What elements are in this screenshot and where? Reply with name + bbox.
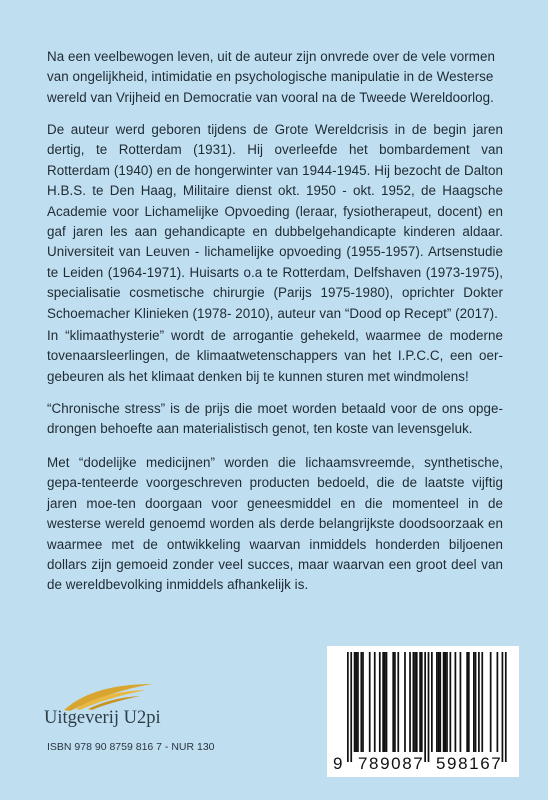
klimaathysterie-paragraph: In “klimaathysterie” wordt de arrogantie gehekeld, waarmee de moderne tovenaarsleerlingen, de klimaatwetenschappers van het I.P.C.C, een oer-gebeuren als het klimaat denken bij te kunnen sturen met windmolens! xyxy=(47,328,503,384)
barcode-bar xyxy=(379,652,381,752)
barcode-bar xyxy=(490,652,492,752)
barcode-guard-bar xyxy=(502,652,504,762)
barcode-digits-right: 598167 xyxy=(436,754,503,773)
barcode-bar xyxy=(449,652,451,752)
barcode-bar xyxy=(386,652,388,752)
barcode-bar xyxy=(497,652,499,752)
publisher-name: Uitgeverij U2pi xyxy=(44,708,161,728)
barcode-bar xyxy=(446,652,448,752)
barcode-bar xyxy=(481,652,483,752)
barcode-bar xyxy=(394,652,396,752)
barcode-bar xyxy=(354,652,356,752)
barcode-bar xyxy=(409,652,411,752)
barcode-bar xyxy=(362,652,364,752)
dodelijke-medicijnen-paragraph: Met “dodelijke medicijnen” worden die lichaamsvreemde, synthetische, gepa-tenteerde voorgeschreven producten bedoeld, die de laatste vijftig jaren moe-ten doorgaan voor geneesmiddel en die momenteel in de westerse wereld genoemd worden als derde belangrijkste doodsoorzaak en waarmee met de ontwikkeling waarvan inmiddels honderden biljoenen dollars zijn gemoeid zonder veel succes, maar waarvan een groot deel van de wereldbevolking inmiddels afhankelijk is. xyxy=(47,455,503,593)
barcode-guard-bar xyxy=(505,652,507,762)
barcode-guard-bar xyxy=(347,652,349,762)
barcode-bar xyxy=(360,652,362,752)
barcode-bar xyxy=(421,652,423,752)
barcode-bar xyxy=(475,652,477,752)
barcode-bar xyxy=(357,652,359,752)
barcode-bar xyxy=(473,652,475,752)
intro-paragraph: Na een veelbewogen leven, uit de auteur zijn onvrede over de vele vormen van ongelijkheid, intimidatie en psychologische manipulatie in de Westerse wereld van Vrijheid en Democratie van vooral na de Tweede Wereldoorlog. xyxy=(47,49,496,105)
author-bio-paragraph: De auteur werd geboren tijdens de Grote Wereldcrisis in de begin jaren dertig, te Rotterdam (1931). Hij overleefde het bombardement van Rotterdam (1940) en de hongerwinter van 1944-1945. Hij bezocht de Dalton H.B.S. te Den Haag, Militaire dienst okt. 1950 - okt. 1952, de Haagsche Academie voor Lichamelijke Opvoeding (leraar, fysiotherapeut, docent) en gaf jaren les aan gehandicapte en dubbelgehandicapte kinderen aldaar. Universiteit van Leuven - lichamelijke opvoeding (1955-1957). Artsenstudie te Leiden (1964-1971). Huisarts o.a te Rotterdam, Delfshaven (1973-1975), specialisatie cosmetische chirurgie (Parijs 1975-1980), oprichter Dokter Schoemacher Klinieken (1978- 2010), auteur van “Dood op Recept” (2017). xyxy=(47,122,503,321)
barcode-bar xyxy=(455,652,457,752)
barcode-bar xyxy=(478,652,480,752)
barcode-guard-bar xyxy=(350,652,352,762)
barcode-digit-first: 9 xyxy=(333,754,345,773)
barcode-bar xyxy=(414,652,416,752)
barcode-guard-bar xyxy=(424,652,426,762)
barcode-bar xyxy=(413,652,415,752)
barcode xyxy=(327,646,519,777)
barcode-bar xyxy=(460,652,462,752)
barcode-bar xyxy=(369,652,371,752)
barcode-bar xyxy=(444,652,446,752)
barcode-guard-bar xyxy=(428,652,430,762)
barcode-bar xyxy=(384,652,386,752)
publisher-logo xyxy=(44,682,194,732)
barcode-bar xyxy=(355,652,357,752)
isbn-line: ISBN 978 90 8759 816 7 - NUR 130 xyxy=(47,741,215,753)
barcode-bar xyxy=(438,652,440,752)
barcode-bar xyxy=(404,652,406,752)
barcode-bar xyxy=(374,652,376,752)
barcode-bar xyxy=(392,652,394,752)
barcode-bar xyxy=(419,652,421,752)
barcode-bar xyxy=(468,652,470,752)
barcode-bar xyxy=(397,652,399,752)
barcode-bar xyxy=(416,652,418,752)
barcode-bar xyxy=(382,652,384,752)
barcode-bar xyxy=(431,652,433,752)
barcode-digits-left: 789087 xyxy=(358,754,425,773)
barcode-bar xyxy=(439,652,441,752)
chronische-stress-paragraph: “Chronische stress” is de prijs die moet worden betaald voor de ons opge-drongen behoefte aan materialistisch genot, ten koste van levensgeluk. xyxy=(47,401,503,437)
barcode-bar xyxy=(466,652,468,752)
barcode-bar xyxy=(436,652,438,752)
barcode-bar xyxy=(443,652,445,752)
